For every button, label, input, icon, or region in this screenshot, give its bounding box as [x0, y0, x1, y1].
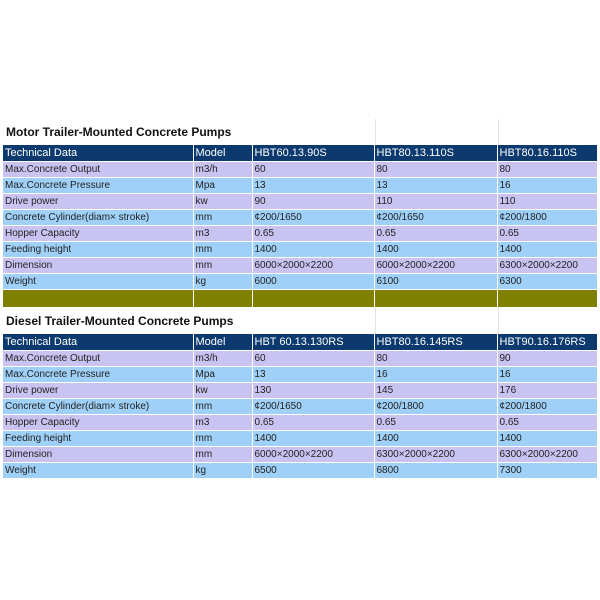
row-value: 13: [252, 178, 374, 194]
separator-cell: [497, 290, 597, 308]
header-model-1: HBT 60.13.130RS: [252, 334, 374, 351]
separator-cell: [252, 290, 374, 308]
row-value: 1400: [497, 431, 597, 447]
row-label: Hopper Capacity: [3, 415, 193, 431]
row-unit: kw: [193, 383, 252, 399]
table-row: [3, 162, 597, 178]
diesel-section-title: [3, 308, 597, 334]
table-row: [3, 463, 597, 479]
row-label: Feeding height: [3, 431, 193, 447]
row-label: Dimension: [3, 258, 193, 274]
column-divider: [498, 119, 499, 145]
row-value: 0.65: [374, 226, 497, 242]
row-value: ¢200/1650: [252, 210, 374, 226]
row-unit: Mpa: [193, 367, 252, 383]
header-model-1: HBT60.13.90S: [252, 145, 374, 162]
row-value: 0.65: [252, 226, 374, 242]
row-unit: mm: [193, 210, 252, 226]
row-unit: mm: [193, 399, 252, 415]
row-value: 6100: [374, 274, 497, 290]
row-value: 6300×2000×2200: [374, 447, 497, 463]
row-unit: m3: [193, 415, 252, 431]
table-row: [3, 258, 597, 274]
row-value: 16: [374, 367, 497, 383]
row-value: 6500: [252, 463, 374, 479]
row-label: Max.Concrete Output: [3, 351, 193, 367]
table-row: [3, 351, 597, 367]
row-label: Dimension: [3, 447, 193, 463]
row-unit: m3/h: [193, 351, 252, 367]
row-value: 80: [497, 162, 597, 178]
row-unit: mm: [193, 431, 252, 447]
row-unit: mm: [193, 242, 252, 258]
row-label: Max.Concrete Pressure: [3, 367, 193, 383]
separator-cell: [193, 290, 252, 308]
table-header-row: [3, 145, 597, 162]
row-label: Hopper Capacity: [3, 226, 193, 242]
header-model-3: HBT80.16.110S: [497, 145, 597, 162]
row-value: ¢200/1650: [374, 210, 497, 226]
row-unit: Mpa: [193, 178, 252, 194]
row-unit: kw: [193, 194, 252, 210]
diesel-title: Diesel Trailer-Mounted Concrete Pumps: [6, 314, 234, 328]
row-label: Concrete Cylinder(diam× stroke): [3, 210, 193, 226]
row-label: Concrete Cylinder(diam× stroke): [3, 399, 193, 415]
row-value: 1400: [374, 242, 497, 258]
table-row: [3, 226, 597, 242]
table-row: [3, 415, 597, 431]
row-value: 6000×2000×2200: [252, 447, 374, 463]
table-row: [3, 194, 597, 210]
header-model-3: HBT90.16.176RS: [497, 334, 597, 351]
row-value: 80: [374, 351, 497, 367]
row-unit: kg: [193, 463, 252, 479]
row-value: 0.65: [497, 226, 597, 242]
row-value: 176: [497, 383, 597, 399]
row-value: 60: [252, 162, 374, 178]
row-value: 7300: [497, 463, 597, 479]
row-unit: m3: [193, 226, 252, 242]
row-label: Weight: [3, 463, 193, 479]
row-value: 16: [497, 367, 597, 383]
separator-cell: [374, 290, 497, 308]
diesel-spec-table: [3, 334, 598, 479]
table-row: [3, 242, 597, 258]
row-unit: mm: [193, 447, 252, 463]
row-value: 130: [252, 383, 374, 399]
row-value: ¢200/1650: [252, 399, 374, 415]
row-label: Drive power: [3, 194, 193, 210]
row-label: Weight: [3, 274, 193, 290]
spec-tables: [3, 119, 597, 479]
header-technical-data: Technical Data: [3, 334, 193, 351]
column-divider: [375, 119, 376, 145]
header-model: Model: [193, 145, 252, 162]
row-value: 6300×2000×2200: [497, 447, 597, 463]
header-model: Model: [193, 334, 252, 351]
row-value: 6000×2000×2200: [252, 258, 374, 274]
table-row: [3, 431, 597, 447]
row-value: 0.65: [374, 415, 497, 431]
row-value: 0.65: [252, 415, 374, 431]
row-value: 6000×2000×2200: [374, 258, 497, 274]
row-value: ¢200/1800: [374, 399, 497, 415]
row-label: Drive power: [3, 383, 193, 399]
table-row: [3, 178, 597, 194]
row-value: 90: [252, 194, 374, 210]
row-value: 60: [252, 351, 374, 367]
row-value: 110: [374, 194, 497, 210]
header-technical-data: Technical Data: [3, 145, 193, 162]
separator-cell: [3, 290, 193, 308]
row-value: 16: [497, 178, 597, 194]
table-row: [3, 447, 597, 463]
row-value: 13: [374, 178, 497, 194]
column-divider: [375, 308, 376, 334]
row-value: 6300: [497, 274, 597, 290]
motor-section-title: [3, 119, 597, 145]
row-value: 13: [252, 367, 374, 383]
row-value: 110: [497, 194, 597, 210]
table-row: [3, 210, 597, 226]
motor-title: Motor Trailer-Mounted Concrete Pumps: [6, 125, 232, 139]
row-value: 0.65: [497, 415, 597, 431]
row-value: 6300×2000×2200: [497, 258, 597, 274]
motor-spec-table: [3, 145, 598, 308]
table-row: [3, 399, 597, 415]
row-value: 6000: [252, 274, 374, 290]
row-unit: kg: [193, 274, 252, 290]
row-value: ¢200/1800: [497, 399, 597, 415]
row-value: 1400: [252, 431, 374, 447]
column-divider: [498, 308, 499, 334]
row-value: 1400: [252, 242, 374, 258]
table-header-row: [3, 334, 597, 351]
row-value: 1400: [497, 242, 597, 258]
row-value: 6800: [374, 463, 497, 479]
header-model-2: HBT80.16.145RS: [374, 334, 497, 351]
table-row: [3, 383, 597, 399]
row-label: Max.Concrete Pressure: [3, 178, 193, 194]
row-label: Max.Concrete Output: [3, 162, 193, 178]
row-value: 80: [374, 162, 497, 178]
separator-row: [3, 290, 597, 308]
row-value: ¢200/1800: [497, 210, 597, 226]
row-value: 90: [497, 351, 597, 367]
table-row: [3, 274, 597, 290]
row-unit: m3/h: [193, 162, 252, 178]
row-value: 1400: [374, 431, 497, 447]
header-model-2: HBT80.13.110S: [374, 145, 497, 162]
row-label: Feeding height: [3, 242, 193, 258]
row-unit: mm: [193, 258, 252, 274]
table-row: [3, 367, 597, 383]
row-value: 145: [374, 383, 497, 399]
